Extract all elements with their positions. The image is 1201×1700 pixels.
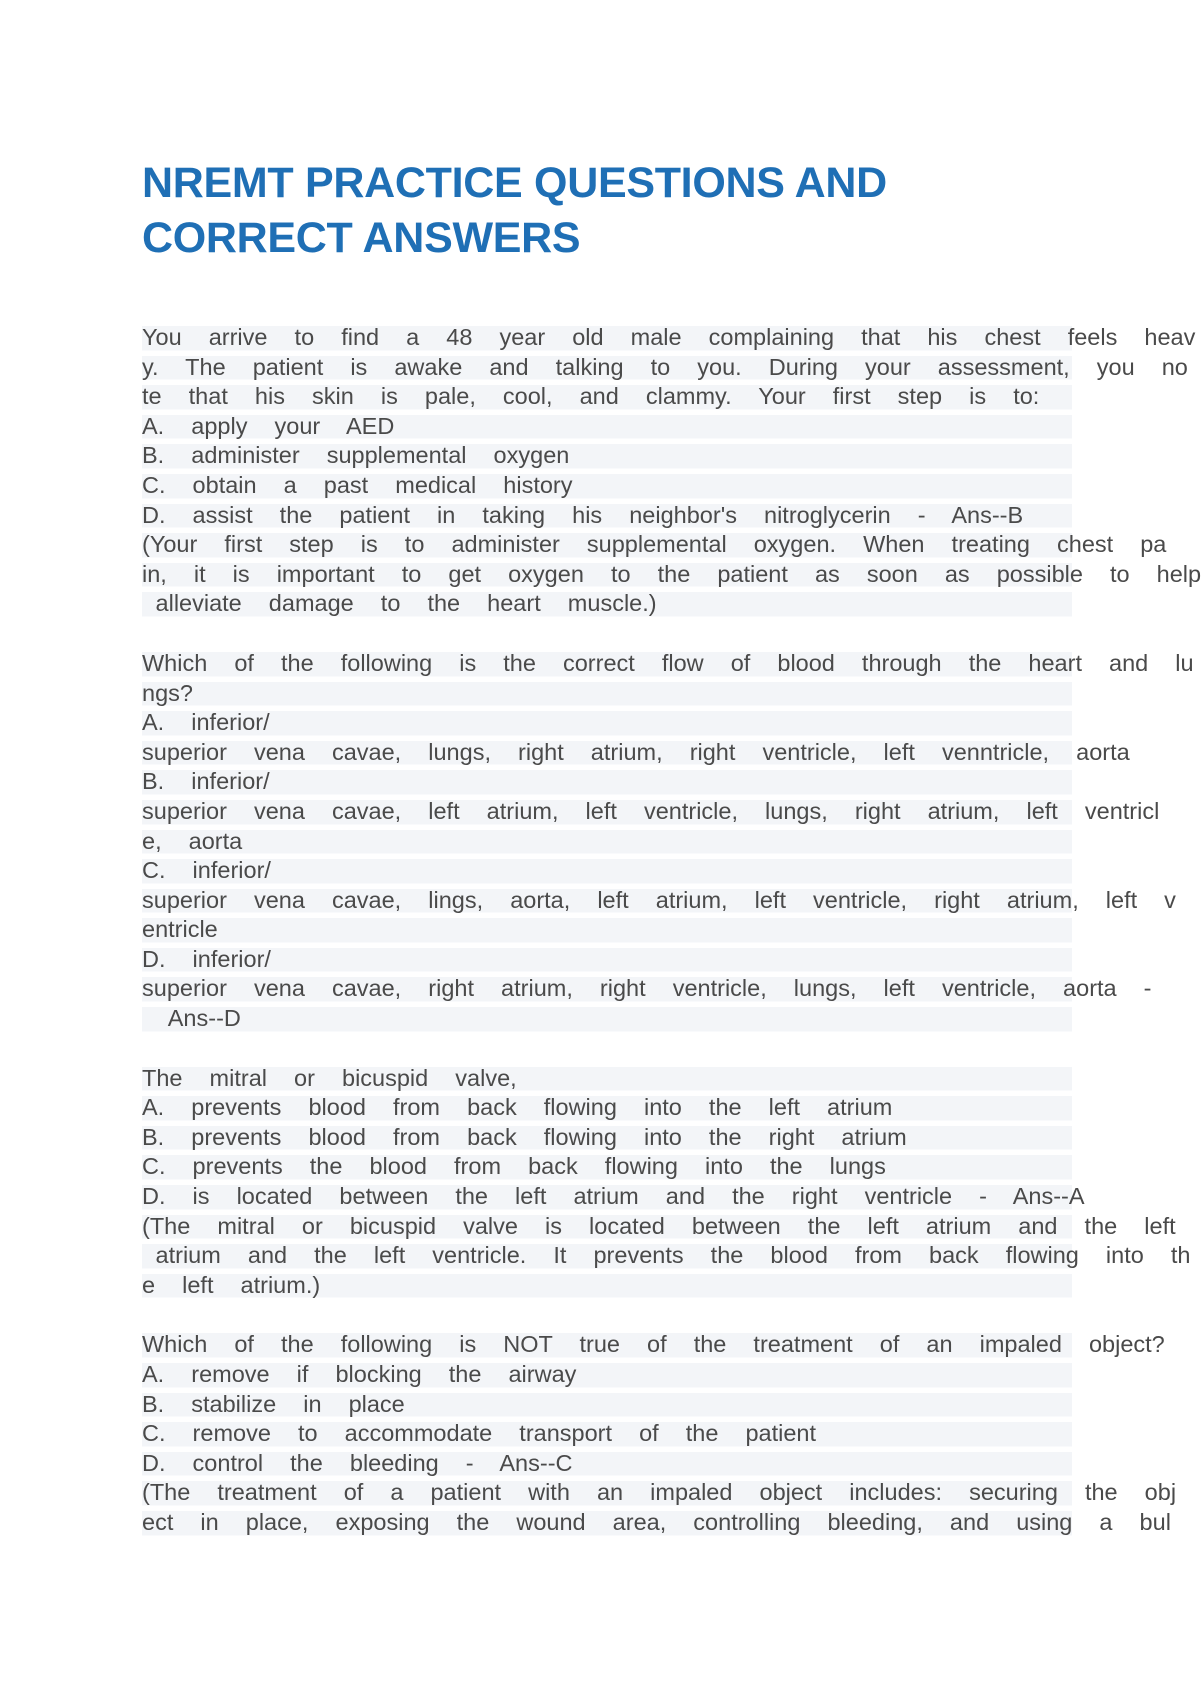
answer-option: superior vena cavae, lings, aorta, left atrium, left ventricle, right atrium, left v — [142, 886, 1072, 916]
question-block — [142, 323, 1201, 619]
explanation-line: in, it is important to get oxygen to the patient as soon as possible to help — [142, 560, 1072, 590]
document-body — [142, 323, 1201, 1568]
explanation-line: e left atrium.) — [142, 1271, 1072, 1301]
answer-option: D. assist the patient in taking his neighbor's nitroglycerin - Ans--B — [142, 501, 1072, 531]
question-line: ngs? — [142, 679, 1072, 709]
answer-option: B. administer supplemental oxygen — [142, 441, 1072, 471]
answer-option: superior vena cavae, right atrium, right ventricle, lungs, left ventricle, aorta - — [142, 974, 1072, 1004]
answer-option: A. apply your AED — [142, 412, 1072, 442]
question-line: y. The patient is awake and talking to you. During your assessment, you no — [142, 353, 1072, 383]
answer-option: B. stabilize in place — [142, 1390, 1072, 1420]
answer-option: Ans--D — [142, 1004, 1072, 1034]
question-block — [142, 1330, 1177, 1537]
explanation-line: alleviate damage to the heart muscle.) — [142, 589, 1072, 619]
explanation-line: ect in place, exposing the wound area, controlling bleeding, and using a bul — [142, 1508, 1072, 1538]
answer-option: superior vena cavae, left atrium, left ventricle, lungs, right atrium, left ventricl — [142, 797, 1072, 827]
question-line: Which of the following is the correct flow of blood through the heart and lu — [142, 649, 1072, 679]
question-block — [142, 1064, 1191, 1301]
answer-option: D. is located between the left atrium and the right ventricle - Ans--A — [142, 1182, 1072, 1212]
answer-option: A. inferior/ — [142, 708, 1072, 738]
answer-option: entricle — [142, 915, 1072, 945]
title-line: CORRECT ANSWERS — [142, 214, 581, 262]
answer-option: superior vena cavae, lungs, right atrium, right ventricle, left venntricle, aorta — [142, 738, 1072, 768]
answer-option: D. inferior/ — [142, 945, 1072, 975]
question-line: Which of the following is NOT true of the treatment of an impaled object? — [142, 1330, 1072, 1360]
answer-option: D. control the bleeding - Ans--C — [142, 1449, 1072, 1479]
answer-option: C. prevents the blood from back flowing into the lungs — [142, 1152, 1072, 1182]
document-title — [142, 156, 1082, 266]
answer-option: B. prevents blood from back flowing into the right atrium — [142, 1123, 1072, 1153]
explanation-line: atrium and the left ventricle. It prevents the blood from back flowing into th — [142, 1241, 1072, 1271]
answer-option: C. obtain a past medical history — [142, 471, 1072, 501]
question-line: The mitral or bicuspid valve, — [142, 1064, 1072, 1094]
answer-option: e, aorta — [142, 827, 1072, 857]
question-line: You arrive to find a 48 year old male complaining that his chest feels heav — [142, 323, 1072, 353]
explanation-line: (The treatment of a patient with an impaled object includes: securing the obj — [142, 1478, 1072, 1508]
title-line: NREMT PRACTICE QUESTIONS AND — [142, 159, 887, 207]
answer-option: C. inferior/ — [142, 856, 1072, 886]
explanation-line: (The mitral or bicuspid valve is located between the left atrium and the left — [142, 1212, 1072, 1242]
explanation-line: (Your first step is to administer supplemental oxygen. When treating chest pa — [142, 530, 1072, 560]
answer-option: A. remove if blocking the airway — [142, 1360, 1072, 1390]
question-line: te that his skin is pale, cool, and clammy. Your first step is to: — [142, 382, 1072, 412]
answer-option: B. inferior/ — [142, 767, 1072, 797]
answer-option: C. remove to accommodate transport of the patient — [142, 1419, 1072, 1449]
answer-option: A. prevents blood from back flowing into the left atrium — [142, 1093, 1072, 1123]
question-block — [142, 649, 1194, 1034]
